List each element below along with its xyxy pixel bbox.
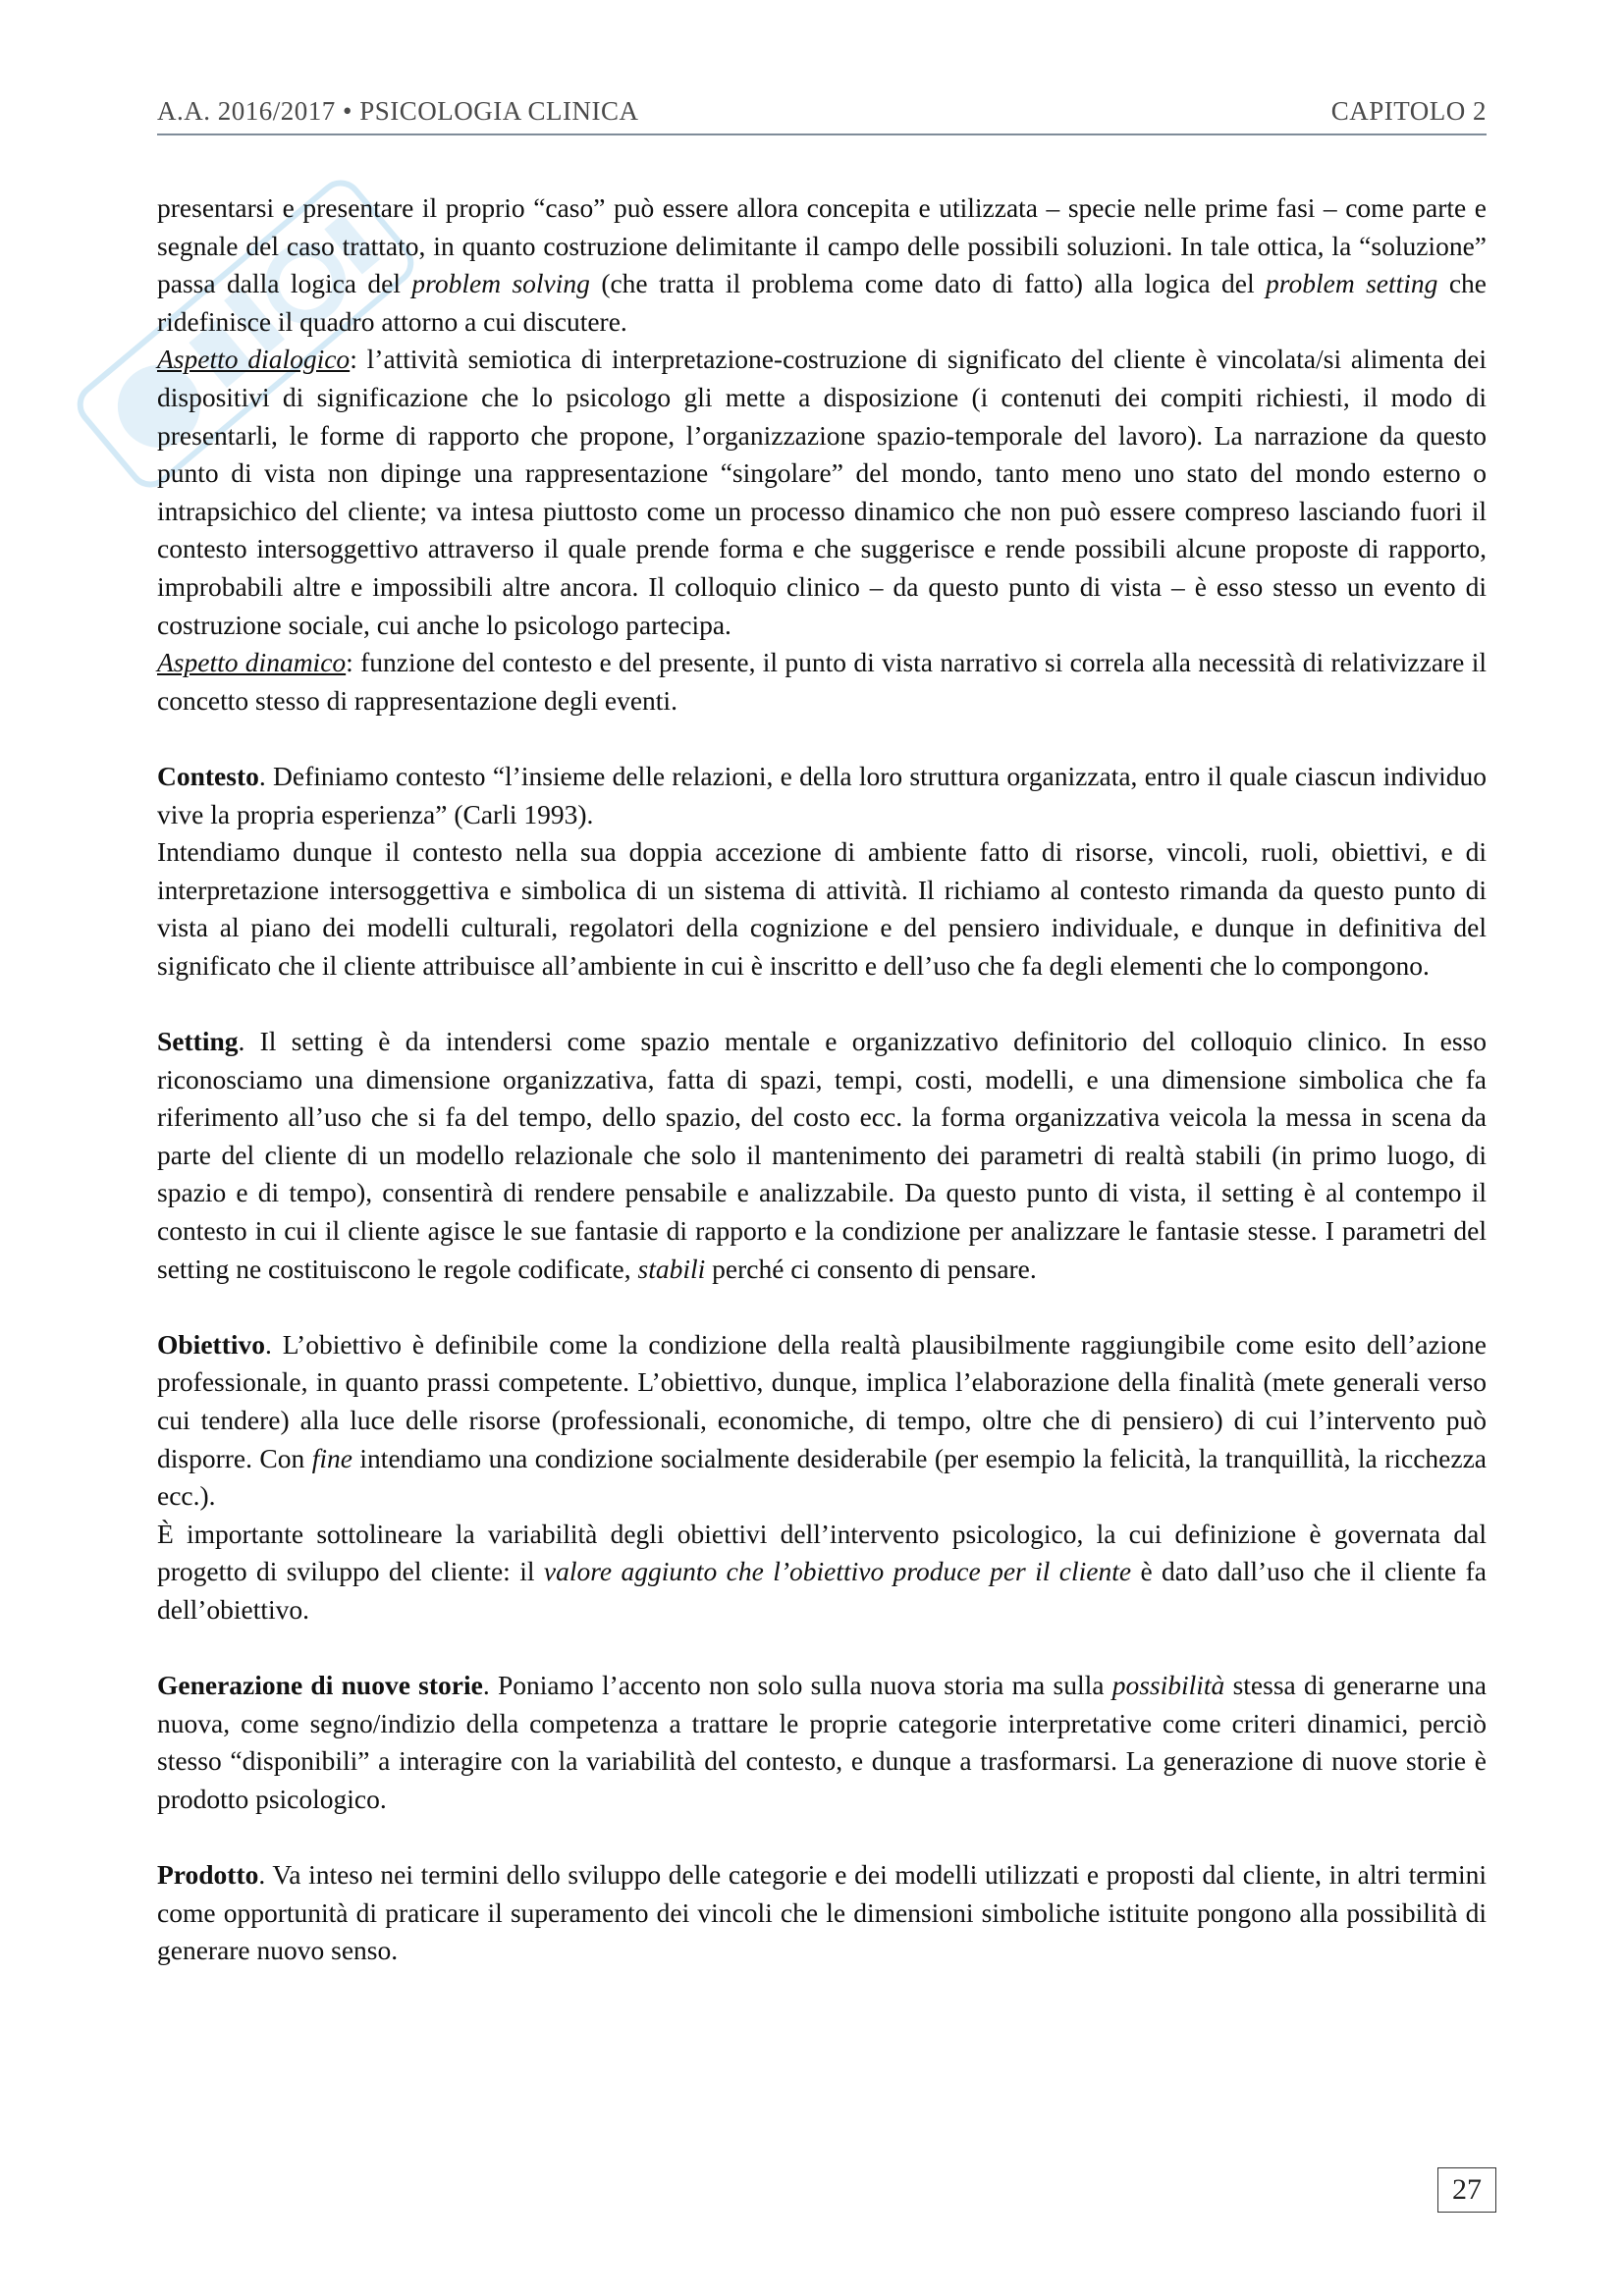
italic-term: fine [311, 1442, 352, 1473]
italic-term: possibilità [1111, 1670, 1225, 1701]
aspect-label: Aspetto dialogico [157, 344, 351, 375]
page-number: 27 [1437, 2167, 1496, 2213]
term-heading: Generazione di nuove storie [157, 1670, 483, 1701]
italic-term: valore aggiunto che l’obiettivo produce per il cliente [543, 1556, 1132, 1587]
term-heading: Prodotto [157, 1859, 259, 1891]
italic-term: problem setting [1266, 268, 1438, 299]
text-run: è dato dall’uso che il cliente fa dell’obiettivo. [157, 1556, 1487, 1625]
term-heading: Contesto [157, 760, 259, 791]
paragraph-setting [157, 1023, 1487, 1288]
text-run: . Va inteso nei termini dello sviluppo delle categorie e dei modelli utilizzati e proposti dal cliente, in altri termini come opportunità di praticare il superamento dei vincoli che le dimensioni simboliche istituite pongono alla possibilità di generare nuovo senso. [157, 1859, 1487, 1966]
paragraph-contesto-continued [157, 833, 1487, 985]
text-run: . Il setting è da intendersi come spazio mentale e organizzativo definitorio del colloquio clinico. In esso riconosciamo una dimensione organizzativa, fatta di spazi, tempi, costi, modelli, e una dimensione simbolica che fa riferimento all’uso che si fa del tempo, dello spazio, del costo ecc. la forma organizzativa veicola la messa in scena da parte del cliente di un modello relazionale che solo il mantenimento dei parametri di realtà stabili (in primo luogo, di spazio e di tempo), consentirà di rendere pensabile e analizzabile. Da questo punto di vista, il setting è al contempo il contesto in cui il cliente agisce le sue fantasie di rapporto e la condizione per analizzare le fantasie stesse. I parametri del setting ne costituiscono le regole codificate, [157, 1026, 1487, 1284]
paragraph-obiettivo-continued [157, 1516, 1487, 1629]
page-body [157, 189, 1487, 1970]
paragraph-prodotto [157, 1856, 1487, 1970]
text-run: : funzione del contesto e del presente, il punto di vista narrativo si correla alla necessità di relativizzare il concetto stesso di rappresentazione degli eventi. [157, 647, 1487, 716]
text-run: . L’obiettivo è definibile come la condizione della realtà plausibilmente raggiungibile come esito dell’azione professionale, in quanto prassi competente. L’obiettivo, dunque, implica l’elaborazione della finalità (mete generali verso cui tendere) alla luce delle risorse (professionali, economiche, di tempo, oltre che di pensiero) di cui l’intervento può disporre. Con [157, 1328, 1487, 1473]
paragraph-aspetto-dialogico [157, 341, 1487, 644]
running-header [157, 96, 1487, 132]
header-rule [157, 133, 1487, 135]
text-run: intendiamo una condizione socialmente desiderabile (per esempio la felicità, la tranquillità, la ricchezza ecc.). [157, 1442, 1487, 1512]
term-heading: Setting [157, 1026, 239, 1057]
paragraph-generazione [157, 1667, 1487, 1818]
header-chapter: CAPITOLO 2 [1330, 96, 1487, 126]
text-run: perché ci consento di pensare. [705, 1253, 1037, 1284]
text-run: che ridefinisce il quadro attorno a cui discutere. [157, 268, 1487, 337]
header-course-title: A.A. 2016/2017 • PSICOLOGIA CLINICA [157, 96, 639, 126]
italic-term: problem solving [411, 268, 590, 299]
text-run: È importante sottolineare la variabilità degli obiettivi dell’intervento psicologico, la cui definizione è governata dal progetto di sviluppo del cliente: il [157, 1518, 1487, 1587]
text-run: Intendiamo dunque il contesto nella sua doppia accezione di ambiente fatto di risorse, vincoli, ruoli, obiettivi, e di interpretazione intersoggettiva e simbolica di un sistema di attività. Il richiamo al contesto rimanda da questo punto di vista al piano dei modelli culturali, regolatori della cognizione e del pensiero individuale, e dunque in definitiva del significato che il cliente attribuisce all’ambiente in cui è inscritto e dell’uso che fa degli elementi che lo compongono. [157, 836, 1487, 981]
aspect-label: Aspetto dinamico [157, 647, 347, 678]
paragraph-contesto [157, 758, 1487, 833]
text-run: . Poniamo l’accento non solo sulla nuova storia ma sulla [482, 1670, 1112, 1701]
term-heading: Obiettivo [157, 1328, 265, 1360]
italic-term: stabili [637, 1253, 706, 1284]
paragraph-aspetto-dinamico [157, 644, 1487, 720]
text-run: (che tratta il problema come dato di fatto) alla logica del [589, 268, 1267, 299]
text-run: stessa di generarne una nuova, come segno/indizio della competenza a trattare le proprie categorie interpretative come criteri dinamici, perciò stesso “disponibili” a interagire con la variabilità del contesto, e dunque a trasformarsi. La generazione di nuove storie è prodotto psicologico. [157, 1670, 1487, 1814]
text-run: presentarsi e presentare il proprio “caso” può essere allora concepita e utilizzata – specie nelle prime fasi – come parte e segnale del caso trattato, in quanto costruzione delimitante il campo delle possibili soluzioni. In tale ottica, la “soluzione” passa dalla logica del [157, 192, 1487, 299]
text-run: : l’attività semiotica di interpretazione-costruzione di significato del cliente è vincolata/si alimenta dei dispositivi di significazione che lo psicologo gli mette a disposizione (i contenuti dei compiti richiesti, il modo di presentarli, le forme di rapporto che propone, l’organizzazione spazio-temporale del lavoro). La narrazione da questo punto di vista non dipinge una rappresentazione “singolare” del mondo, tanto meno uno stato del mondo esterno o intrapsichico del cliente; va intesa piuttosto come un processo dinamico che non può essere compreso lasciando fuori il contesto intersoggettivo attraverso il quale prende forma e che suggerisce e rende possibili alcune proposte di rapporto, improbabili altre e impossibili altre ancora. Il colloquio clinico – da questo punto di vista – è esso stesso un evento di costruzione sociale, cui anche lo psicologo partecipa. [157, 344, 1487, 640]
text-run: . Definiamo contesto “l’insieme delle relazioni, e della loro struttura organizzata, entro il quale ciascun individuo vive la propria esperienza” (Carli 1993). [157, 760, 1487, 829]
paragraph-problem-setting [157, 189, 1487, 341]
paragraph-obiettivo [157, 1326, 1487, 1516]
